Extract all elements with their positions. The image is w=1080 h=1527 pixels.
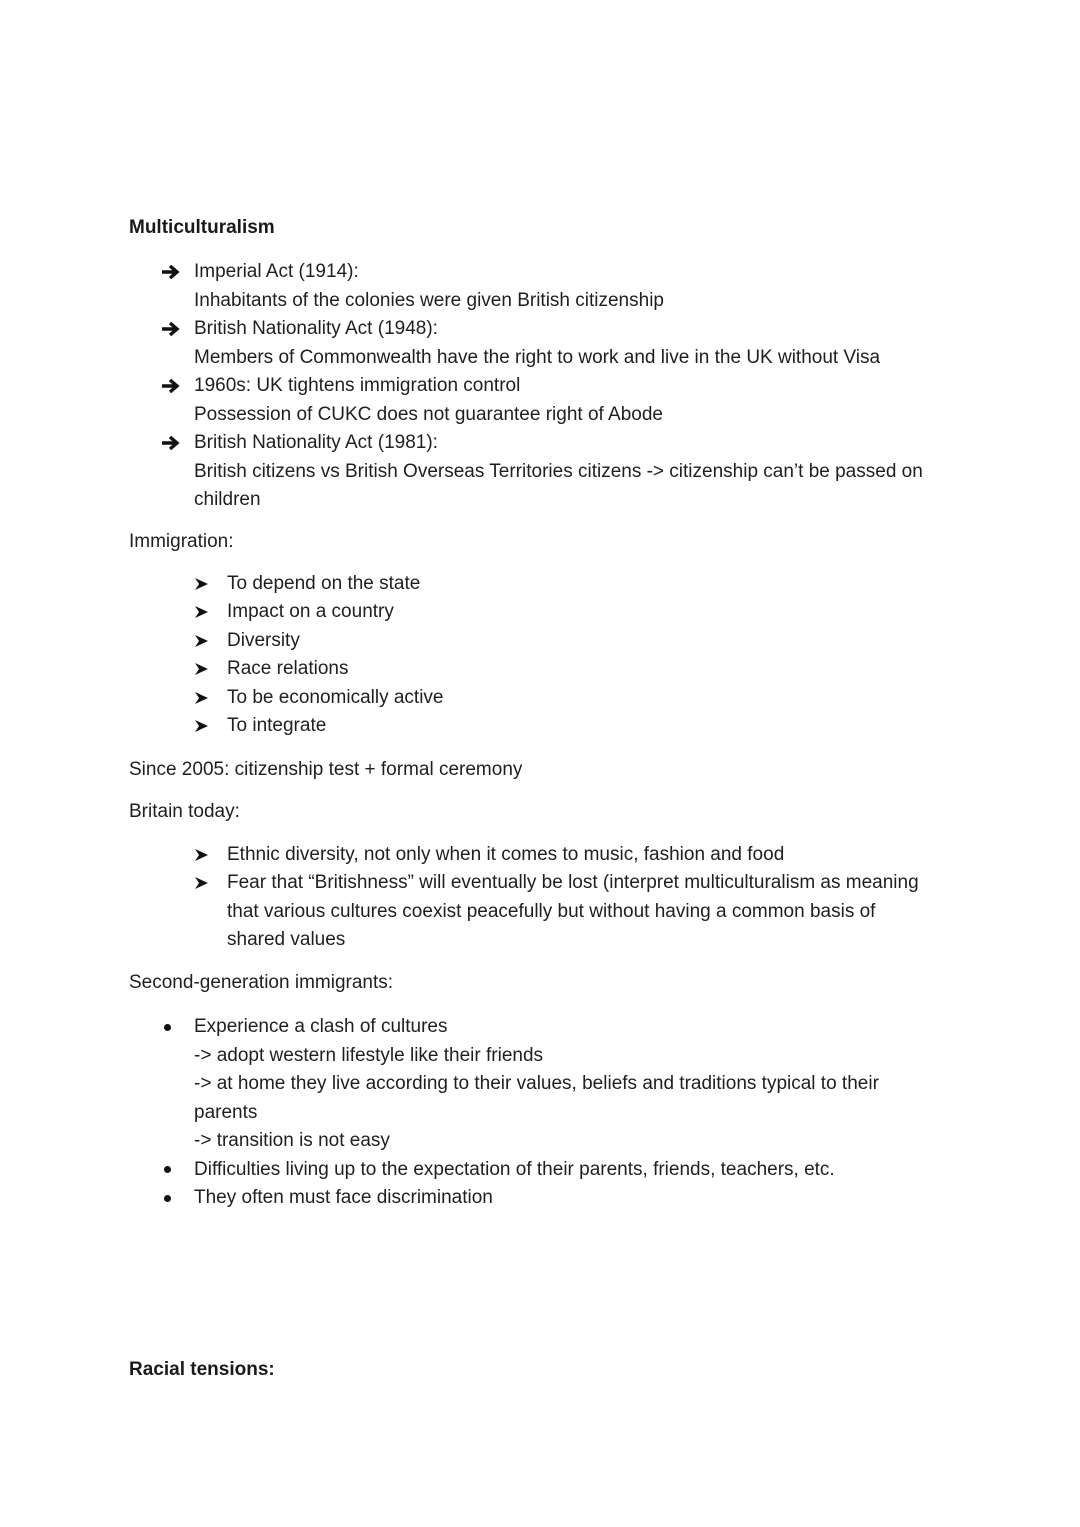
second-gen-list xyxy=(160,1013,960,1213)
list-item-text: Difficulties living up to the expectation of their parents, friends, teachers, etc. xyxy=(194,1158,835,1180)
list-item-text: Diversity xyxy=(227,629,300,651)
list-item xyxy=(160,372,980,429)
immigration-list xyxy=(193,570,953,740)
chevron-bullet-icon xyxy=(193,712,227,740)
chevron-bullet-icon xyxy=(193,655,227,683)
list-item xyxy=(160,429,980,515)
list-item-text: To depend on the state xyxy=(227,573,421,594)
second-gen-heading: Second-generation immigrants: xyxy=(129,972,394,993)
sub-point: -> transition is not easy xyxy=(194,1130,390,1151)
list-item-text: Fear that “Britishness” will eventually be lost (interpret multiculturalism as meaning that various cultures coexist peacefully but without having a common basis of shared values xyxy=(227,872,919,951)
list-item-text: Race relations xyxy=(227,658,349,680)
sub-point: -> at home they live according to their values, beliefs and traditions typical to their parents xyxy=(194,1073,879,1123)
list-item xyxy=(160,315,980,372)
act-description: Members of Commonwealth have the right to work and live in the UK without Visa xyxy=(194,346,881,368)
list-item-text: They often must face discrimination xyxy=(194,1187,493,1208)
britain-today-list xyxy=(193,841,933,955)
list-item xyxy=(193,570,953,598)
list-item-text: To be economically active xyxy=(227,686,444,708)
racial-tensions-heading: Racial tensions: xyxy=(129,1359,275,1380)
list-item xyxy=(193,598,953,626)
page-title: Multiculturalism xyxy=(129,217,275,238)
acts-list xyxy=(160,258,980,515)
bullet-dot-icon xyxy=(160,1013,194,1041)
list-item-text: To integrate xyxy=(227,715,327,737)
list-item xyxy=(193,684,953,712)
list-item-text: Ethnic diversity, not only when it comes to music, fashion and food xyxy=(227,844,785,865)
list-item-text: Impact on a country xyxy=(227,601,394,623)
arrow-right-icon xyxy=(160,258,194,286)
arrow-right-icon xyxy=(160,315,194,343)
act-title: Imperial Act (1914): xyxy=(194,261,359,282)
since-2005-text: Since 2005: citizenship test + formal ceremony xyxy=(129,759,523,780)
chevron-bullet-icon xyxy=(193,841,227,869)
chevron-bullet-icon xyxy=(193,598,227,626)
act-description: Inhabitants of the colonies were given British citizenship xyxy=(194,289,664,311)
list-item xyxy=(160,1184,960,1213)
chevron-bullet-icon xyxy=(193,570,227,598)
act-title: British Nationality Act (1981): xyxy=(194,432,438,453)
act-description: British citizens vs British Overseas Territories citizens -> citizenship can’t be passed on children xyxy=(194,460,923,510)
arrow-right-icon xyxy=(160,429,194,457)
britain-today-heading: Britain today: xyxy=(129,801,240,822)
chevron-bullet-icon xyxy=(193,869,227,897)
chevron-bullet-icon xyxy=(193,627,227,655)
list-item xyxy=(193,869,933,954)
act-title: 1960s: UK tightens immigration control xyxy=(194,375,521,396)
arrow-right-icon xyxy=(160,372,194,400)
list-item xyxy=(193,655,953,683)
chevron-bullet-icon xyxy=(193,684,227,712)
list-item-text: Experience a clash of cultures xyxy=(194,1016,448,1037)
list-item xyxy=(160,258,980,315)
act-description: Possession of CUKC does not guarantee right of Abode xyxy=(194,403,663,425)
bullet-dot-icon xyxy=(160,1184,194,1212)
sub-point: -> adopt western lifestyle like their friends xyxy=(194,1044,544,1066)
act-title: British Nationality Act (1948): xyxy=(194,318,438,339)
bullet-dot-icon xyxy=(160,1156,194,1184)
list-item xyxy=(193,712,953,740)
list-item xyxy=(193,841,933,869)
list-item xyxy=(160,1156,960,1185)
list-item xyxy=(193,627,953,655)
list-item xyxy=(160,1013,960,1156)
immigration-heading: Immigration: xyxy=(129,531,234,552)
